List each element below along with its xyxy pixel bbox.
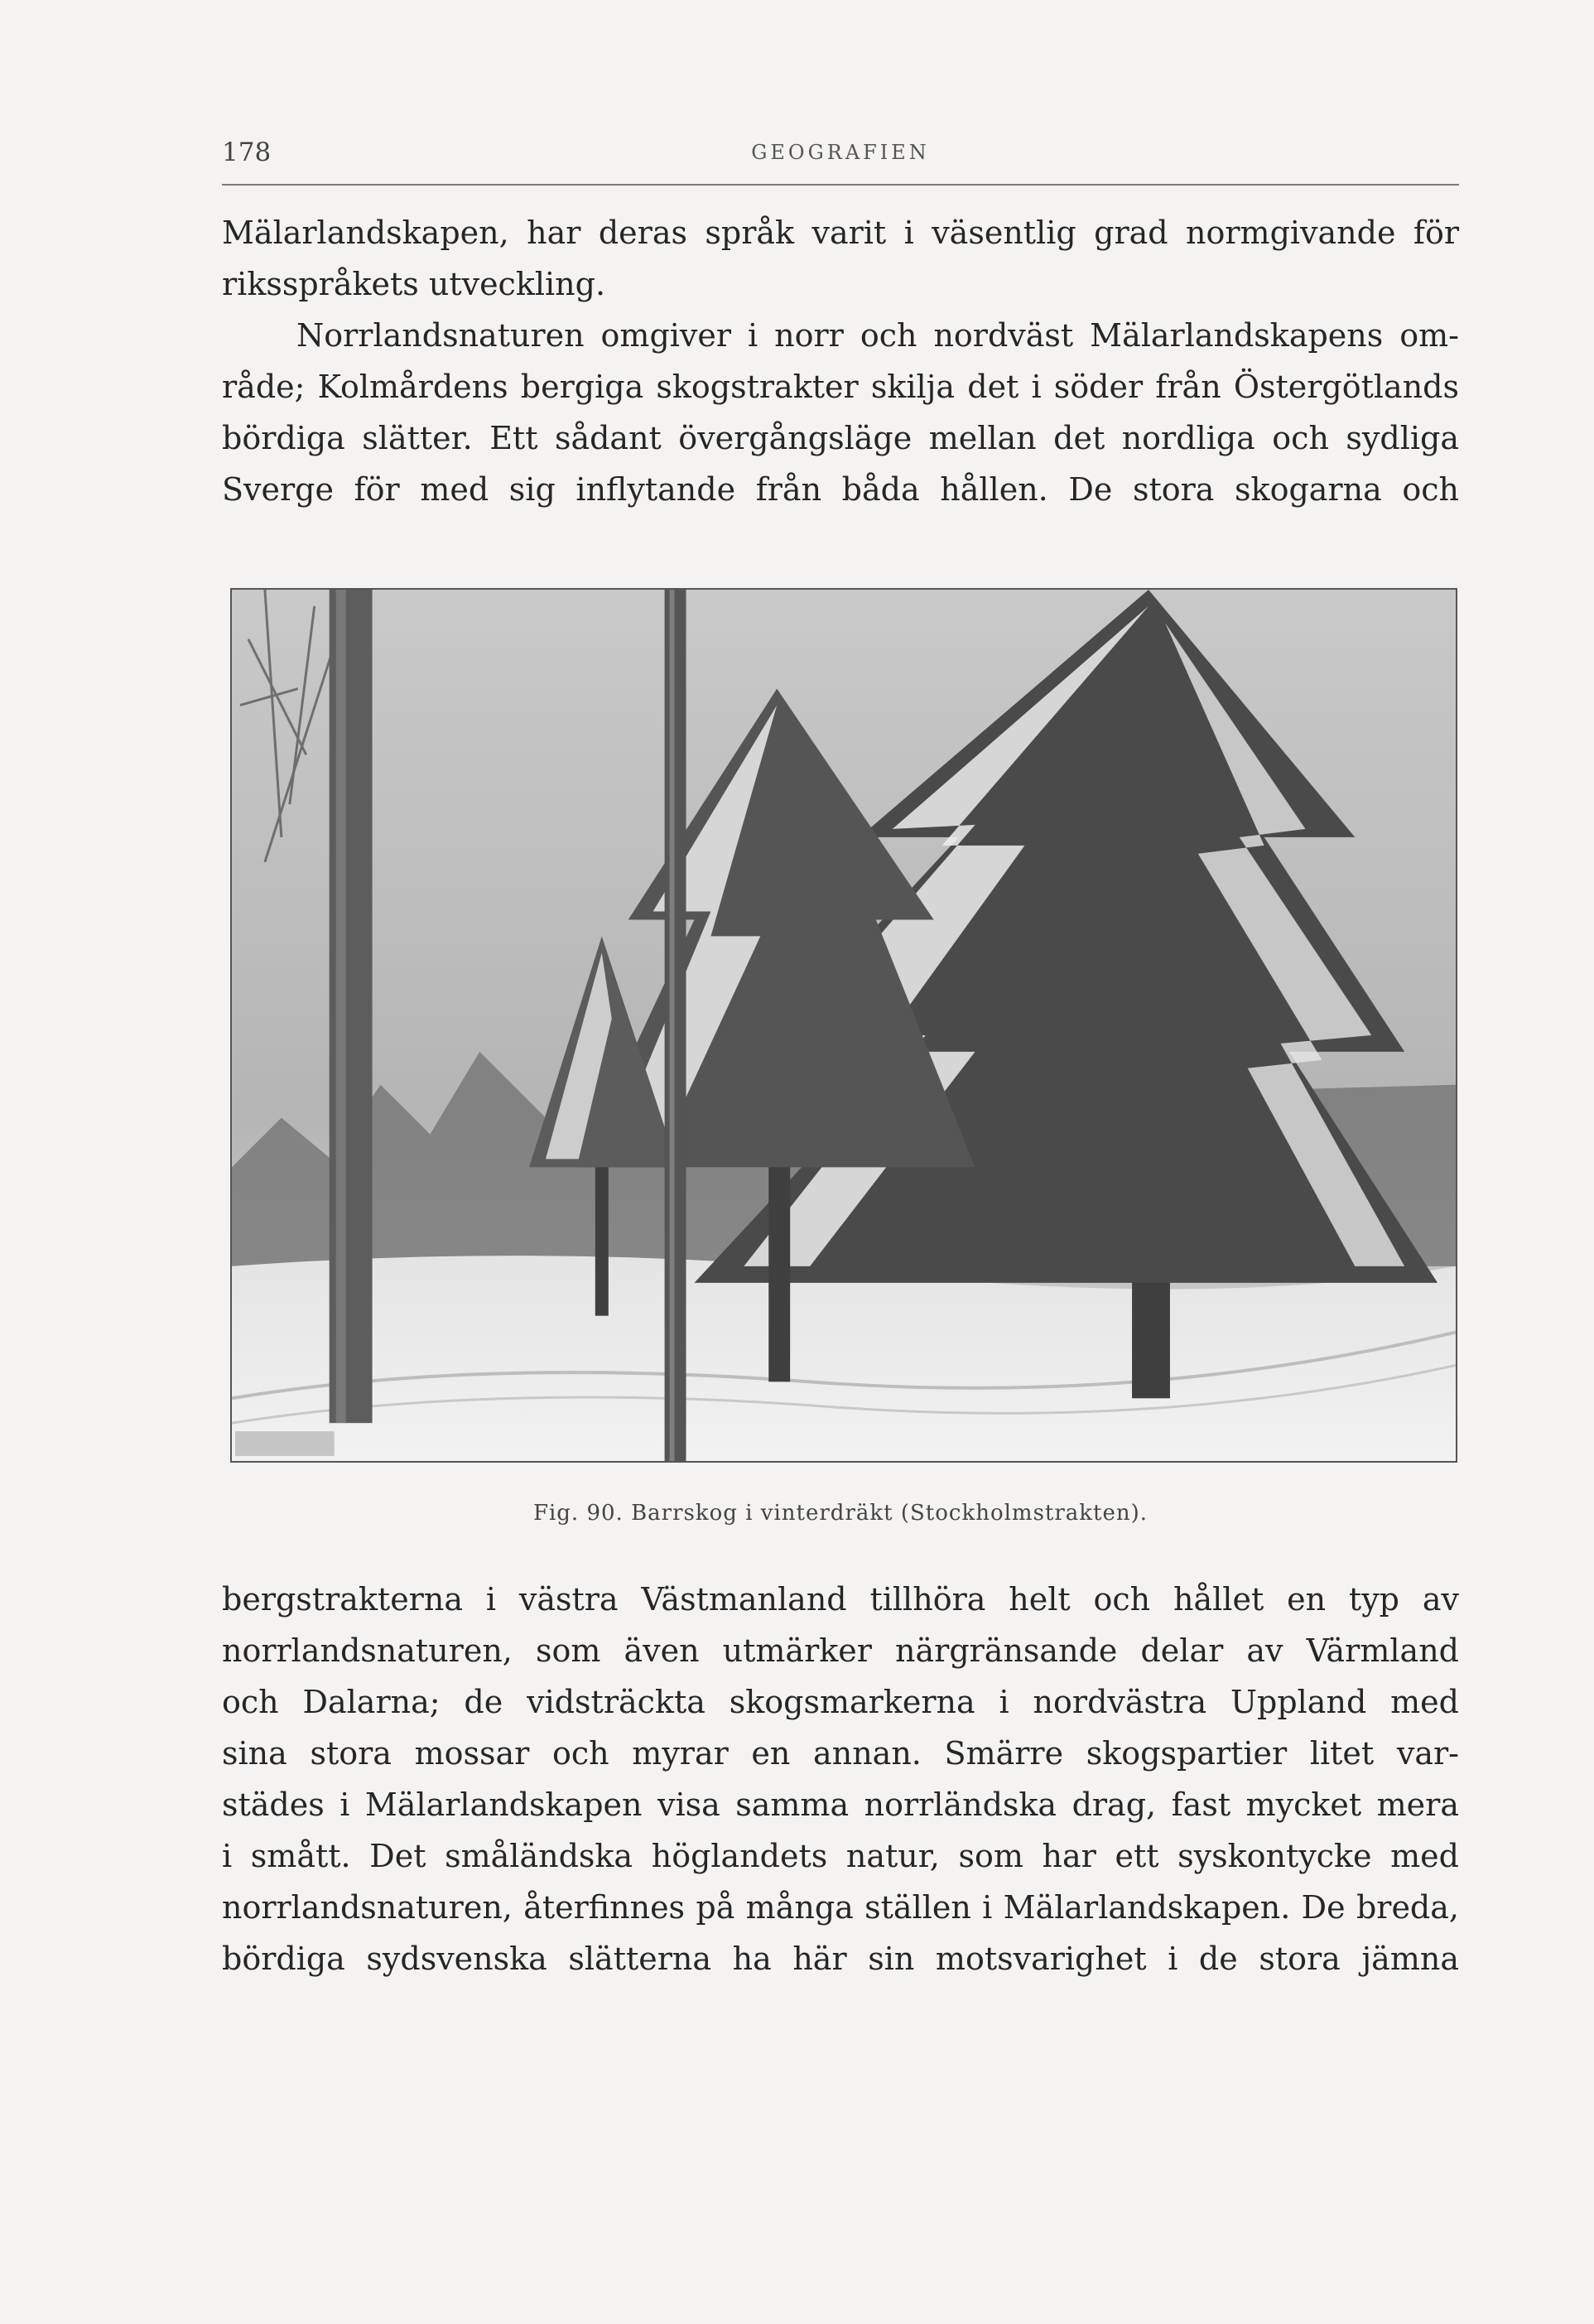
winter-forest-illustration xyxy=(232,590,1456,1461)
text-line: och Dalarna; de vidsträckta skogsmarkerna i nordvästra Uppland med xyxy=(222,1684,1459,1720)
text-line: norrlandsnaturen, återfinnes på många ställen i Mälarlandskapen. De breda, xyxy=(222,1889,1459,1926)
page-header xyxy=(222,137,1459,186)
text-line: städes i Mälarlandskapen visa samma norrländska drag, fast mycket mera xyxy=(222,1786,1459,1823)
text-line: sina stora mossar och myrar en annan. Smärre skogspartier litet var- xyxy=(222,1735,1459,1772)
text-line: råde; Kolmårdens bergiga skogstrakter skilja det i söder från Östergötlands xyxy=(222,369,1459,405)
text-line: Mälarlandskapen, har deras språk varit i väsentlig grad normgivande för xyxy=(222,215,1459,251)
text-line: bergstrakterna i västra Västmanland tillhöra helt och hållet en typ av xyxy=(222,1581,1459,1618)
pine-trunk-left xyxy=(330,590,373,1423)
paragraph-top xyxy=(222,207,1459,515)
text-line: riksspråkets utveckling. xyxy=(222,266,606,302)
text-line: i smått. Det småländska höglandets natur, som har ett syskontycke med xyxy=(222,1838,1459,1874)
running-title: GEOGRAFIEN xyxy=(751,141,930,164)
page-number: 178 xyxy=(222,137,272,167)
photo-credit-mark xyxy=(235,1431,335,1456)
text-line: Sverge för med sig inflytande från båda hållen. De stora skogarna och xyxy=(222,471,1459,508)
pine-trunk-center xyxy=(665,590,686,1461)
paragraph-bottom xyxy=(222,1574,1459,1984)
figure-caption: Fig. 90. Barrskog i vinterdräkt (Stockholmstrakten). xyxy=(532,1501,1149,1526)
text-line: bördiga slätter. Ett sådant övergångsläge mellan det nordliga och sydliga xyxy=(222,420,1459,456)
text-line: bördiga sydsvenska slätterna ha här sin motsvarighet i de stora jämna xyxy=(222,1941,1459,1977)
figure-photo-winter-forest xyxy=(230,588,1457,1463)
text-line: Norrlandsnaturen omgiver i norr och nordväst Mälarlandskapens om- xyxy=(296,317,1459,354)
text-line: norrlandsnaturen, som även utmärker närgränsande delar av Värmland xyxy=(222,1632,1459,1669)
